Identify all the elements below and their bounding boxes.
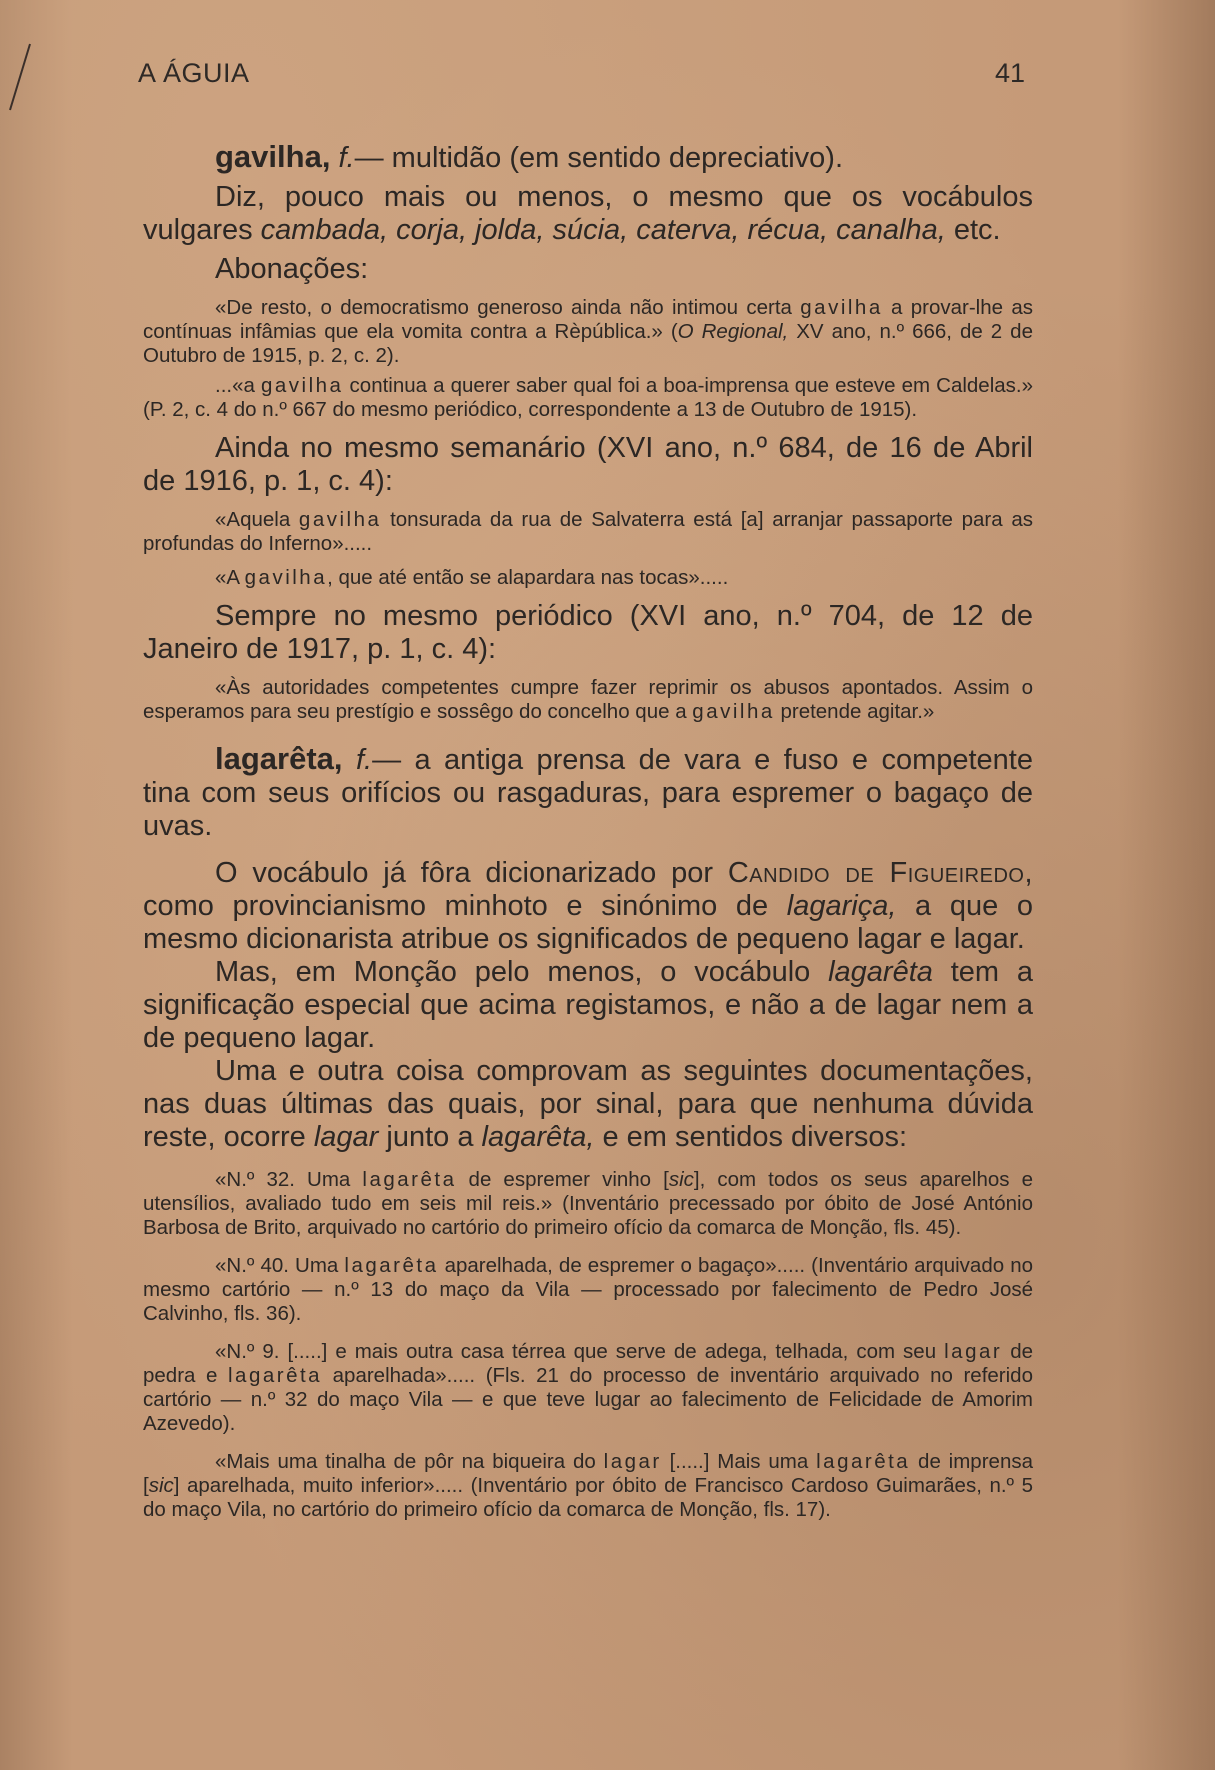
paragraph: Mas, em Monção pelo menos, o vocábulo lagarêta tem a significação especial que acima registamos, e não a de lagar nem a de pequeno lagar.: [143, 956, 1033, 1054]
citation: «Aquela gavilha tonsurada da rua de Salvaterra está [a] arranjar passaporte para as profundas do Inferno».....: [143, 508, 1033, 555]
synonyms: cambada, corja, jolda, súcia, caterva, récua, canalha,: [260, 214, 946, 246]
running-head: [138, 58, 1025, 98]
headword: gavilha,: [215, 139, 331, 174]
definition: — a antiga prensa de vara e fuso e competente tina com seus orifícios ou rasgaduras, para espremer o bagaço de uvas.: [143, 744, 1033, 842]
paragraph: Ainda no mesmo semanário (XVI ano, n.º 684, de 16 de Abril de 1916, p. 1, c. 4):: [143, 432, 1033, 497]
paragraph: Diz, pouco mais ou menos, o mesmo que os vocábulos vulgares cambada, corja, jolda, súcia, caterva, récua, canalha, etc.: [143, 181, 1033, 246]
citation: ...«a gavilha continua a querer saber qual foi a boa-imprensa que esteve em Caldelas.» (P. 2, c. 4 do n.º 667 do mesmo periódico, correspondente a 13 de Outubro de 1915).: [143, 374, 1033, 421]
entry-lagareta-heading: [143, 742, 1033, 843]
author-name: Candido de Figueiredo,: [727, 857, 1033, 889]
definition: — multidão (em sentido depreciativo).: [354, 142, 844, 174]
pencil-mark: [4, 42, 36, 112]
abonacoes-label: Abonações:: [215, 253, 369, 285]
paragraph: Uma e outra coisa comprovam as seguintes documentações, nas duas últimas das quais, por sinal, para que nenhuma dúvida reste, ocorre lagar junto a lagarêta, e em sentidos diversos:: [143, 1055, 1033, 1153]
document-citation: «N.º 40. Uma lagarêta aparelhada, de espremer o bagaço»..... (Inventário arquivado no mesmo cartório — n.º 13 do maço da Vila — processado por falecimento de Pedro José Calvinho, fls. 36).: [143, 1254, 1034, 1325]
document-citation: «Mais uma tinalha de pôr na biqueira do lagar [.....] Mais uma lagarêta de imprensa [sic] aparelhada, muito inferior»..... (Inventário por óbito de Francisco Cardoso Guimarães, n.º 5 do maço Vila, no cartório do primeiro ofício da comarca de Monção, fls. 17).: [143, 1450, 1033, 1521]
citation: «Às autoridades competentes cumpre fazer reprimir os abusos apontados. Assim o esperamos para seu prestígio e sossêgo do concelho que a gavilha pretende agitar.»: [143, 676, 1033, 723]
headword: lagarêta,: [215, 741, 343, 776]
gender-abbrev: f.: [355, 744, 373, 776]
citation: «De resto, o democratismo generoso ainda não intimou certa gavilha a provar-lhe as contínuas infâmias que ela vomita contra a Rèpública.» (O Regional, XV ano, n.º 666, de 2 de Outubro de 1915, p. 2, c. 2).: [143, 296, 1033, 367]
page-body: [143, 140, 1033, 1522]
paragraph: Sempre no mesmo periódico (XVI ano, n.º 704, de 12 de Janeiro de 1917, p. 1, c. 4):: [143, 600, 1033, 665]
page-number: 41: [994, 58, 1025, 88]
document-citation: «N.º 32. Uma lagarêta de espremer vinho [sic], com todos os seus aparelhos e utensílios, avaliado tudo em seis mil reis.» (Inventário precessado por óbito de José António Barbosa de Brito, arquivado no cartório do primeiro ofício da comarca de Monção, fls. 45).: [143, 1168, 1033, 1239]
citation: «A gavilha, que até então se alapardara nas tocas».....: [215, 566, 729, 589]
entry-gavilha-heading: [143, 140, 1033, 175]
gender-abbrev: f.: [338, 142, 355, 174]
document-citation: «N.º 9. [.....] e mais outra casa térrea que serve de adega, telhada, com seu lagar de pedra e lagarêta aparelhada»..... (Fls. 21 do processo de inventário arquivado no referido cartório — n.º 32 do maço Vila — e que teve lugar ao falecimento de Felicidade de Amorim Azevedo).: [143, 1340, 1033, 1435]
journal-title: A ÁGUIA: [138, 58, 250, 88]
paragraph: O vocábulo já fôra dicionarizado por Candido de Figueiredo, como provincianismo minhoto e sinónimo de lagariça, a que o mesmo dicionarista atribue os significados de pequeno lagar e lagar.: [143, 857, 1033, 955]
